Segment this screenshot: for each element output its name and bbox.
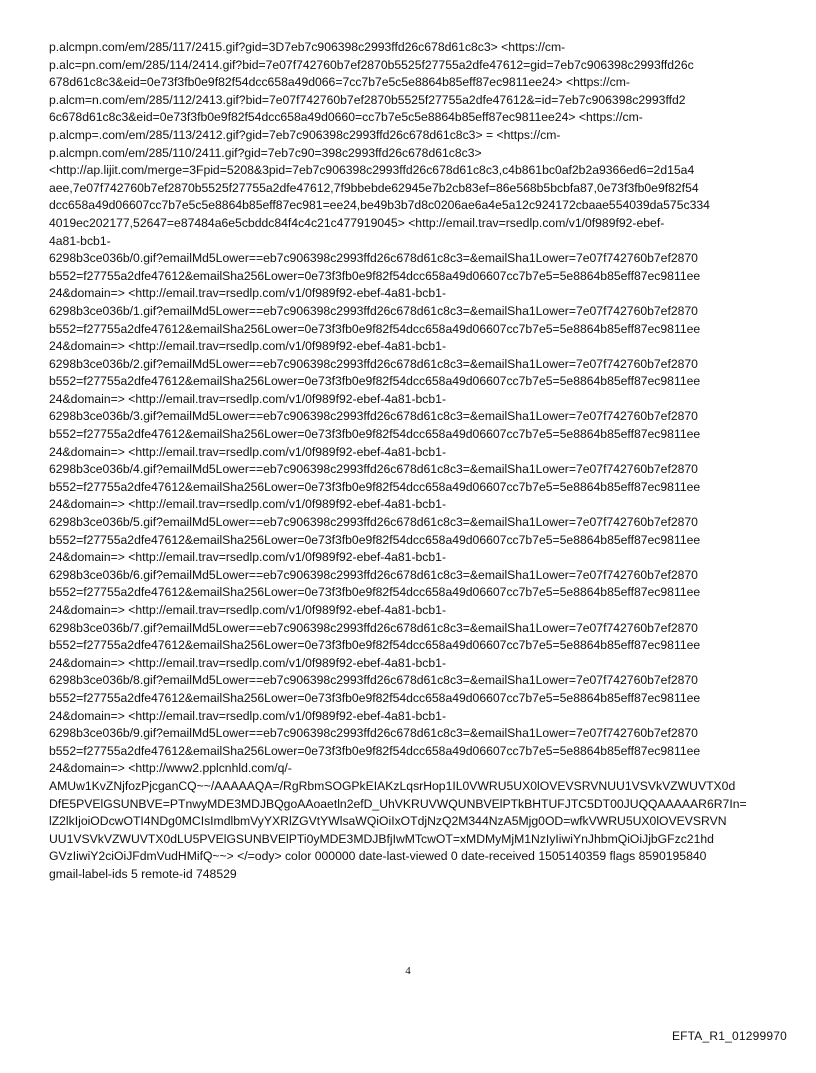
- text-line: p.alcmpn.com/em/285/110/2411.gif?gid=7eb7c90=398c2993ffd26c678d61c8c3>: [49, 145, 482, 160]
- text-line: b552=f27755a2dfe47612&emailSha256Lower=0e73f3fb0e9f82f54dcc658a49d06607cc7b7e5=5e8864b85eff87ec9811ee: [49, 321, 701, 336]
- text-line: 6298b3ce036b/9.gif?emailMd5Lower==eb7c906398c2993ffd26c678d61c8c3=&emailSha1Lower=7e07f742760b7ef2870: [49, 726, 698, 741]
- text-line: aee,7e07f742760b7ef2870b5525f27755a2dfe47612,7f9bbebde62945e7b2cb83ef=86e568b5bcbfa87,0e73f3fb0e9f82f54: [49, 180, 699, 195]
- text-line: b552=f27755a2dfe47612&emailSha256Lower=0e73f3fb0e9f82f54dcc658a49d06607cc7b7e5=5e8864b85eff87ec9811ee: [49, 743, 701, 758]
- text-line: AMUw1KvZNjfozPjcganCQ~~/AAAAAQA=/RgRbmSOGPkEIAKzLqsrHop1IL0VWRU5UX0lOVEVSRVNUU1VSVkVZWUVTX0d: [49, 778, 736, 793]
- text-line: b552=f27755a2dfe47612&emailSha256Lower=0e73f3fb0e9f82f54dcc658a49d06607cc7b7e5=5e8864b85eff87ec9811ee: [49, 532, 701, 547]
- text-line: 6298b3ce036b/2.gif?emailMd5Lower==eb7c906398c2993ffd26c678d61c8c3=&emailSha1Lower=7e07f742760b7ef2870: [49, 356, 698, 371]
- text-line: lZ2lkIjoiODcwOTI4NDg0MCIsImdlbmVyYXRlZGVtYWlsaWQiOiIxOTdjNzQ2M344NzA5Mjg0OD=wfkVWRU5UX0lOVEVSRVN: [49, 814, 727, 829]
- document-body: [49, 39, 779, 884]
- text-line: 6c678d61c8c3&eid=0e73f3fb0e9f82f54dcc658a49d0660=cc7b7e5c5e8864b85eff87ec9811ee24> <https://cm-: [49, 110, 643, 125]
- text-line: dcc658a49d06607cc7b7e5c5e8864b85eff87ec981=ee24,be49b3b7d8c0206ae6a4e5a12c924172cbaae554039da575c334: [49, 198, 710, 213]
- text-line: GVzIiwiY2ciOiJFdmVudHMifQ~~> </=ody> color 000000 date-last-viewed 0 date-received 1505140359 flags 8590195840: [49, 849, 707, 864]
- text-line: 24&domain=> <http://email.trav=rsedlp.com/v1/0f989f92-ebef-4a81-bcb1-: [49, 655, 447, 670]
- text-line: p.alcmpn.com/em/285/117/2415.gif?gid=3D7eb7c906398c2993ffd26c678d61c8c3> <https://cm-: [49, 40, 566, 54]
- text-line: 24&domain=> <http://email.trav=rsedlp.com/v1/0f989f92-ebef-4a81-bcb1-: [49, 391, 447, 406]
- text-line: 6298b3ce036b/8.gif?emailMd5Lower==eb7c906398c2993ffd26c678d61c8c3=&emailSha1Lower=7e07f742760b7ef2870: [49, 673, 698, 688]
- text-line: p.alcm=n.com/em/285/112/2413.gif?bid=7e07f742760b7ef2870b5525f27755a2dfe47612&=id=7eb7c906398c2993ffd2: [49, 92, 686, 107]
- page-number: 4: [405, 965, 411, 977]
- text-line: 24&domain=> <http://email.trav=rsedlp.com/v1/0f989f92-ebef-4a81-bcb1-: [49, 603, 447, 617]
- text-line: <http://ap.lijit.com/merge=3Fpid=5208&3pid=7eb7c906398c2993ffd26c678d61c8c3,c4b861bc0af2b2a9366ed6=2d15a4: [49, 163, 695, 178]
- text-line: DfE5PVElGSUNBVE=PTnwyMDE3MDJBQgoAAoaetln2efD_UhVKRUVWQUNBVElPTkBHTUFJTC5DT00JUQQAAAAAR6R7In=: [49, 796, 747, 811]
- document-id-footer: EFTA_R1_01299970: [671, 1029, 787, 1043]
- text-line: 24&domain=> <http://email.trav=rsedlp.com/v1/0f989f92-ebef-4a81-bcb1-: [49, 497, 447, 512]
- text-line: UU1VSVkVZWUVTX0dLU5PVElGSUNBVElPTi0yMDE3MDJBfjIwMTcwOT=xMDMyMjM1NzIyIiwiYnJhbmQiOiJjbGFzc21hd: [49, 831, 714, 846]
- text-line: 6298b3ce036b/6.gif?emailMd5Lower==eb7c906398c2993ffd26c678d61c8c3=&emailSha1Lower=7e07f742760b7ef2870: [49, 567, 698, 582]
- text-line: 6298b3ce036b/5.gif?emailMd5Lower==eb7c906398c2993ffd26c678d61c8c3=&emailSha1Lower=7e07f742760b7ef2870: [49, 515, 698, 530]
- text-line: 6298b3ce036b/0.gif?emailMd5Lower==eb7c906398c2993ffd26c678d61c8c3=&emailSha1Lower=7e07f742760b7ef2870: [49, 251, 698, 266]
- text-line: 24&domain=> <http://email.trav=rsedlp.com/v1/0f989f92-ebef-4a81-bcb1-: [49, 339, 447, 354]
- text-line: b552=f27755a2dfe47612&emailSha256Lower=0e73f3fb0e9f82f54dcc658a49d06607cc7b7e5=5e8864b85eff87ec9811ee: [49, 427, 701, 442]
- text-line: 6298b3ce036b/1.gif?emailMd5Lower==eb7c906398c2993ffd26c678d61c8c3=&emailSha1Lower=7e07f742760b7ef2870: [49, 303, 698, 318]
- text-line: 24&domain=> <http://www2.pplcnhld.com/q/-: [49, 761, 292, 776]
- text-line: 6298b3ce036b/3.gif?emailMd5Lower==eb7c906398c2993ffd26c678d61c8c3=&emailSha1Lower=7e07f742760b7ef2870: [49, 409, 698, 424]
- text-line: p.alcmp=.com/em/285/113/2412.gif?gid=7eb7c906398c2993ffd26c678d61c8c3> = <https://cm-: [49, 127, 561, 142]
- text-line: b552=f27755a2dfe47612&emailSha256Lower=0e73f3fb0e9f82f54dcc658a49d06607cc7b7e5=5e8864b85eff87ec9811ee: [49, 268, 701, 283]
- text-line: 24&domain=> <http://email.trav=rsedlp.com/v1/0f989f92-ebef-4a81-bcb1-: [49, 550, 447, 565]
- text-line: gmail-label-ids 5 remote-id 748529: [49, 866, 237, 881]
- text-line: 24&domain=> <http://email.trav=rsedlp.com/v1/0f989f92-ebef-4a81-bcb1-: [49, 444, 447, 459]
- text-line: b552=f27755a2dfe47612&emailSha256Lower=0e73f3fb0e9f82f54dcc658a49d06607cc7b7e5=5e8864b85eff87ec9811ee: [49, 585, 701, 600]
- text-line: b552=f27755a2dfe47612&emailSha256Lower=0e73f3fb0e9f82f54dcc658a49d06607cc7b7e5=5e8864b85eff87ec9811ee: [49, 638, 701, 653]
- text-line: 24&domain=> <http://email.trav=rsedlp.com/v1/0f989f92-ebef-4a81-bcb1-: [49, 708, 447, 723]
- text-line: b552=f27755a2dfe47612&emailSha256Lower=0e73f3fb0e9f82f54dcc658a49d06607cc7b7e5=5e8864b85eff87ec9811ee: [49, 374, 701, 389]
- text-line: 6298b3ce036b/4.gif?emailMd5Lower==eb7c906398c2993ffd26c678d61c8c3=&emailSha1Lower=7e07f742760b7ef2870: [49, 462, 698, 477]
- text-line: 4a81-bcb1-: [49, 233, 111, 248]
- text-line: b552=f27755a2dfe47612&emailSha256Lower=0e73f3fb0e9f82f54dcc658a49d06607cc7b7e5=5e8864b85eff87ec9811ee: [49, 690, 701, 705]
- text-line: 678d61c8c3&eid=0e73f3fb0e9f82f54dcc658a49d066=7cc7b7e5c5e8864b85eff87ec9811ee24> <https://cm-: [49, 75, 630, 90]
- text-line: 24&domain=> <http://email.trav=rsedlp.com/v1/0f989f92-ebef-4a81-bcb1-: [49, 286, 447, 301]
- text-line: 6298b3ce036b/7.gif?emailMd5Lower==eb7c906398c2993ffd26c678d61c8c3=&emailSha1Lower=7e07f742760b7ef2870: [49, 620, 698, 635]
- text-line: 4019ec202177,52647=e87484a6e5cbddc84f4c4c21c477919045> <http://email.trav=rsedlp.com/v1/0f989f92-ebef-: [49, 215, 665, 230]
- text-line: p.alc=pn.com/em/285/114/2414.gif?bid=7e07f742760b7ef2870b5525f27755a2dfe47612=gid=7eb7c906398c2993ffd26c: [49, 57, 694, 72]
- text-line: b552=f27755a2dfe47612&emailSha256Lower=0e73f3fb0e9f82f54dcc658a49d06607cc7b7e5=5e8864b85eff87ec9811ee: [49, 479, 701, 494]
